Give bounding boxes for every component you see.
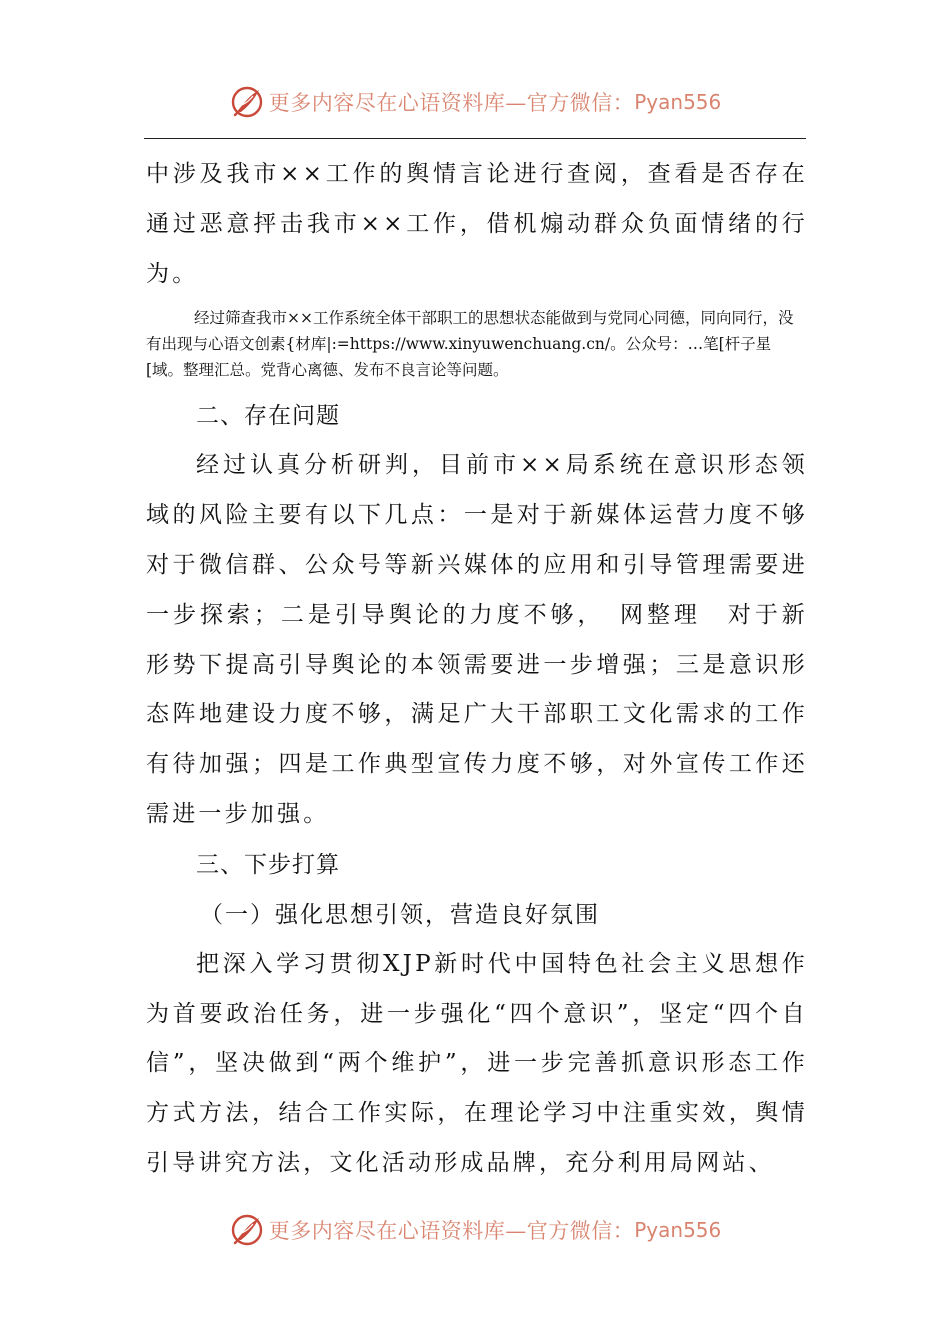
quill-pen-logo-icon bbox=[229, 84, 265, 120]
paragraph-1: 中涉及我市××工作的舆情言论进行查阅，查看是否存在通过恶意抨击我市××工作，借机煽动群众负面情绪的行为。 bbox=[146, 161, 808, 287]
header-banner-text: 更多内容尽在心语资料库—官方微信： bbox=[268, 91, 635, 115]
footer-banner-text: 更多内容尽在心语资料库—官方微信： bbox=[268, 1219, 635, 1243]
header-banner bbox=[0, 80, 950, 124]
subheading-1: （一）强化思想引领，营造良好氛围 bbox=[200, 901, 600, 928]
quill-pen-logo-icon bbox=[229, 1212, 265, 1248]
section-heading-problems: 二、存在问题 bbox=[196, 403, 340, 430]
small-note-paragraph: 经过筛查我市××工作系统全体干部职工的思想状态能做到与党同心同德，同向同行，没有出现与心语文创素{材库|:=https://www.xinyuwenchuang.cn/。公众号：…笔[杆子星[域。整理汇总。党背心离德、发布不良言论等问题。 bbox=[146, 309, 794, 380]
document-body bbox=[146, 150, 808, 1189]
footer-banner-wechat-id: Pyan556 bbox=[634, 1218, 722, 1242]
header-banner-wechat-id: Pyan556 bbox=[634, 90, 722, 114]
section-heading-next-steps: 三、下步打算 bbox=[196, 851, 340, 878]
paragraph-next-steps: 把深入学习贯彻XJP新时代中国特色社会主义思想作为首要政治任务，进一步强化“四个意识”，坚定“四个自信”，坚决做到“两个维护”，进一步完善抓意识形态工作方式方法，结合工作实际，在理论学习中注重实效，舆情引导讲究方法，文化活动形成品牌，充分利用局网站、 bbox=[146, 950, 808, 1176]
paragraph-problems: 经过认真分析研判，目前市××局系统在意识形态领域的风险主要有以下几点：一是对于新媒体运营力度不够对于微信群、公众号等新兴媒体的应用和引导管理需要进一步探索；二是引导舆论的力度不够， 网整理 对于新形势下提高引导舆论的本领需要进一步增强；三是意识形态阵地建设力度不够，满足广大干部职工文化需求的工作有待加强；四是工作典型宣传力度不够，对外宣传工作还需进一步加强。 bbox=[146, 452, 808, 827]
header-divider bbox=[144, 138, 806, 139]
footer-banner bbox=[0, 1208, 950, 1252]
